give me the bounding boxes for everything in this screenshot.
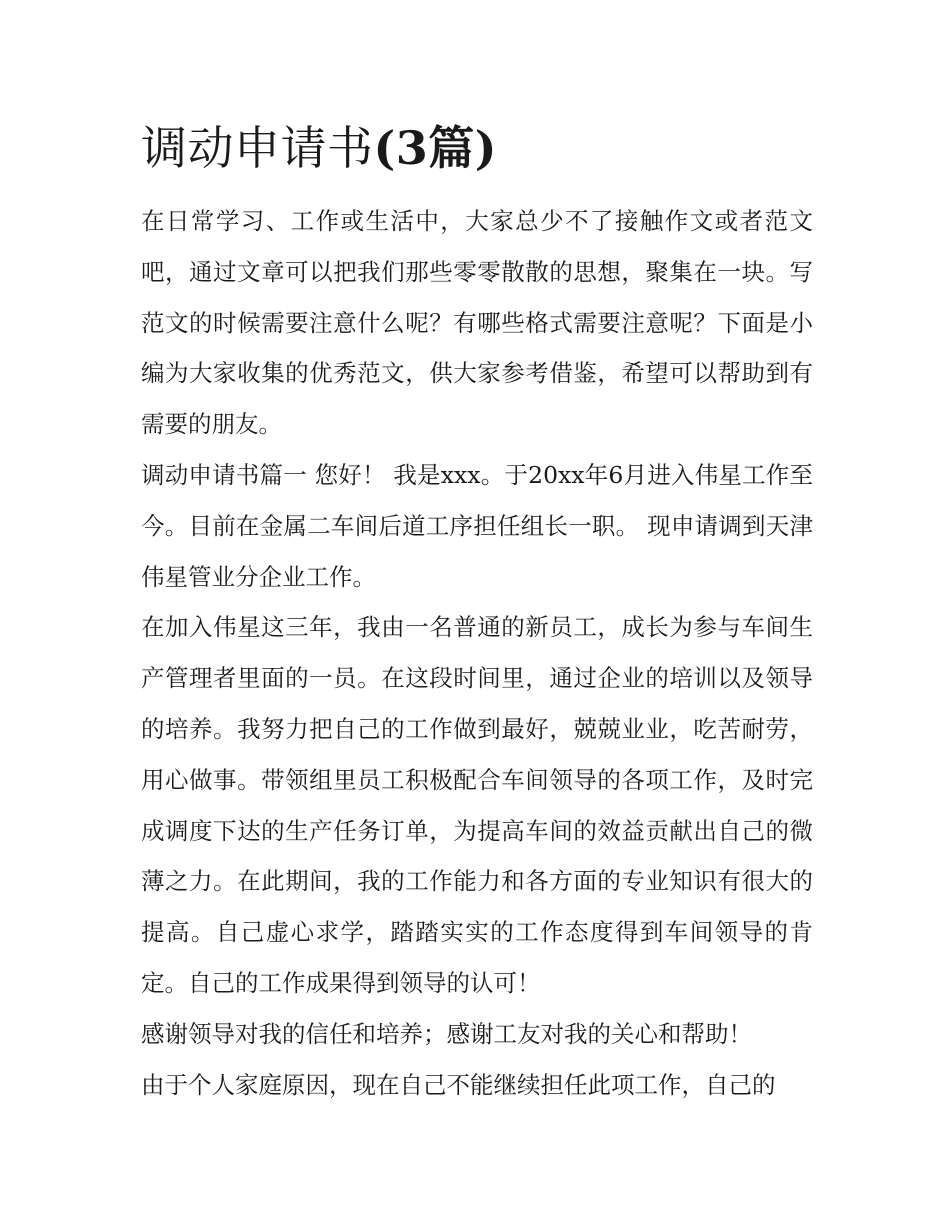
document-body — [141, 196, 813, 1110]
title-count: (3篇) — [373, 121, 498, 175]
paragraph-thanks: 感谢领导对我的信任和培养；感谢工友对我的关心和帮助！ — [141, 1019, 752, 1048]
paragraph-reason: 由于个人家庭原因，现在自己不能继续担任此项工作，自己的 — [141, 1070, 776, 1099]
paragraph-greeting: 调动申请书篇一 您好！ 我是xxx。于20xx年6月进入伟星工作至今。目前在金属二车间后道工序担任组长一职。 现申请调到天津伟星管业分企业工作。 — [141, 460, 813, 591]
paragraph-intro: 在日常学习、工作或生活中，大家总少不了接触作文或者范文吧，通过文章可以把我们那些零零散散的思想，聚集在一块。写范文的时候需要注意什么呢？有哪些格式需要注意呢？下面是小编为大家收集的优秀范文，供大家参考借鉴，希望可以帮助到有需要的朋友。 — [141, 207, 813, 439]
paragraph-experience: 在加入伟星这三年，我由一名普通的新员工，成长为参与车间生产管理者里面的一员。在这段时间里，通过企业的培训以及领导的培养。我努力把自己的工作做到最好，兢兢业业，吃苦耐劳，用心做事。带领组里员工积极配合车间领导的各项工作，及时完成调度下达的生产任务订单，为提高车间的效益贡献出自己的微薄之力。在此期间，我的工作能力和各方面的专业知识有很大的提高。自己虚心求学，踏踏实实的工作态度得到车间领导的肯定。自己的工作成果得到领导的认可！ — [141, 613, 813, 997]
document-content — [141, 118, 813, 1110]
document-title — [141, 118, 813, 178]
title-main: 调动申请书 — [141, 121, 374, 175]
